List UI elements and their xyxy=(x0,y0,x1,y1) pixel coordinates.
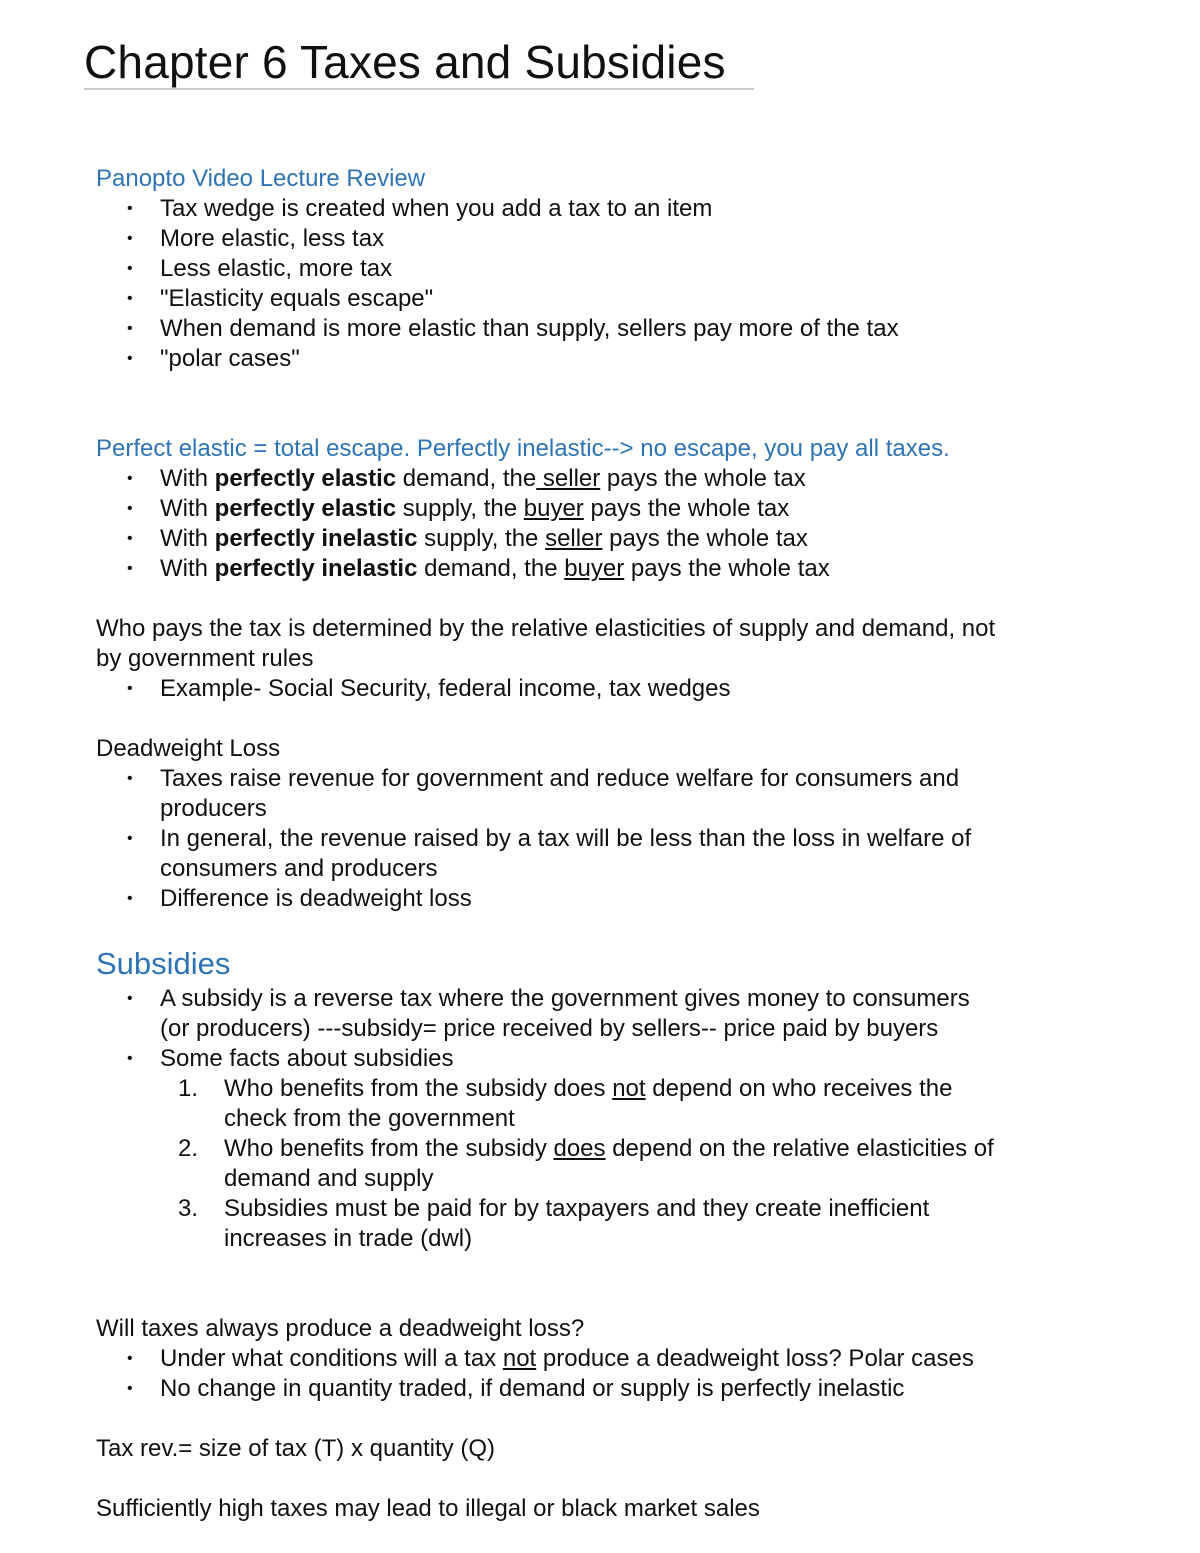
who-pays-section xyxy=(96,614,1096,704)
list-item: • Example- Social Security, federal income, tax wedges xyxy=(96,674,1096,704)
list-item: • With perfectly elastic demand, the seller pays the whole tax xyxy=(96,464,1096,494)
perfect-elastic-heading: Perfect elastic = total escape. Perfectly inelastic--> no escape, you pay all taxes. xyxy=(96,435,950,462)
deadweight-question-section xyxy=(96,1314,1096,1404)
list-item: • Under what conditions will a tax not produce a deadweight loss? Polar cases xyxy=(96,1344,1096,1374)
deadweight-list xyxy=(96,764,1096,914)
list-item: • A subsidy is a reverse tax where the government gives money to consumers (or producers) ---subsidy= price received by sellers-- price paid by buyers xyxy=(96,984,1096,1044)
list-item: • With perfectly inelastic demand, the buyer pays the whole tax xyxy=(96,554,1096,584)
list-item: • With perfectly inelastic supply, the seller pays the whole tax xyxy=(96,524,1096,554)
numbered-item: 2. Who benefits from the subsidy does depend on the relative elasticities of demand and supply xyxy=(178,1135,994,1192)
panopto-section xyxy=(96,164,1096,374)
list-item: • No change in quantity traded, if demand or supply is perfectly inelastic xyxy=(96,1374,1096,1404)
deadweight-question-list xyxy=(96,1344,1096,1404)
subsidy-facts-list xyxy=(96,1074,1096,1254)
list-item: • With perfectly elastic supply, the buyer pays the whole tax xyxy=(96,494,1096,524)
list-item: • "polar cases" xyxy=(96,344,1096,374)
black-market-note: Sufficiently high taxes may lead to illegal or black market sales xyxy=(96,1495,760,1522)
list-item: • In general, the revenue raised by a tax will be less than the loss in welfare of consumers and producers xyxy=(96,824,1096,884)
deadweight-question-heading: Will taxes always produce a deadweight loss? xyxy=(96,1315,585,1342)
deadweight-heading: Deadweight Loss xyxy=(96,735,281,762)
deadweight-section xyxy=(96,734,1096,914)
numbered-item: 3. Subsidies must be paid for by taxpayers and they create inefficient increases in trade (dwl) xyxy=(178,1195,930,1252)
tax-revenue-formula: Tax rev.= size of tax (T) x quantity (Q) xyxy=(96,1435,495,1462)
list-item: • When demand is more elastic than supply, sellers pay more of the tax xyxy=(96,314,1096,344)
panopto-list xyxy=(96,194,1096,374)
who-pays-list xyxy=(96,674,1096,704)
panopto-heading: Panopto Video Lecture Review xyxy=(96,165,426,192)
subsidies-section xyxy=(96,944,1096,1254)
title-underline xyxy=(84,88,754,90)
list-item: • Taxes raise revenue for government and reduce welfare for consumers and producers xyxy=(96,764,1096,824)
list-item: • Some facts about subsidies xyxy=(96,1044,1096,1074)
list-item: • "Elasticity equals escape" xyxy=(96,284,1096,314)
list-item: • Difference is deadweight loss xyxy=(96,884,1096,914)
perfect-elastic-list xyxy=(96,464,1096,584)
who-pays-text: Who pays the tax is determined by the relative elasticities of supply and demand, not xyxy=(96,615,996,642)
numbered-item: 1. Who benefits from the subsidy does not depend on who receives the check from the government xyxy=(178,1075,953,1132)
page-title: Chapter 6 Taxes and Subsidies xyxy=(84,36,726,88)
who-pays-text-cont: by government rules xyxy=(96,645,314,672)
list-item: • Less elastic, more tax xyxy=(96,254,1096,284)
perfect-elastic-section xyxy=(96,434,1096,584)
subsidies-list xyxy=(96,984,1096,1074)
list-item: • Tax wedge is created when you add a tax to an item xyxy=(96,194,1096,224)
list-item: • More elastic, less tax xyxy=(96,224,1096,254)
subsidies-heading: Subsidies xyxy=(96,946,231,981)
